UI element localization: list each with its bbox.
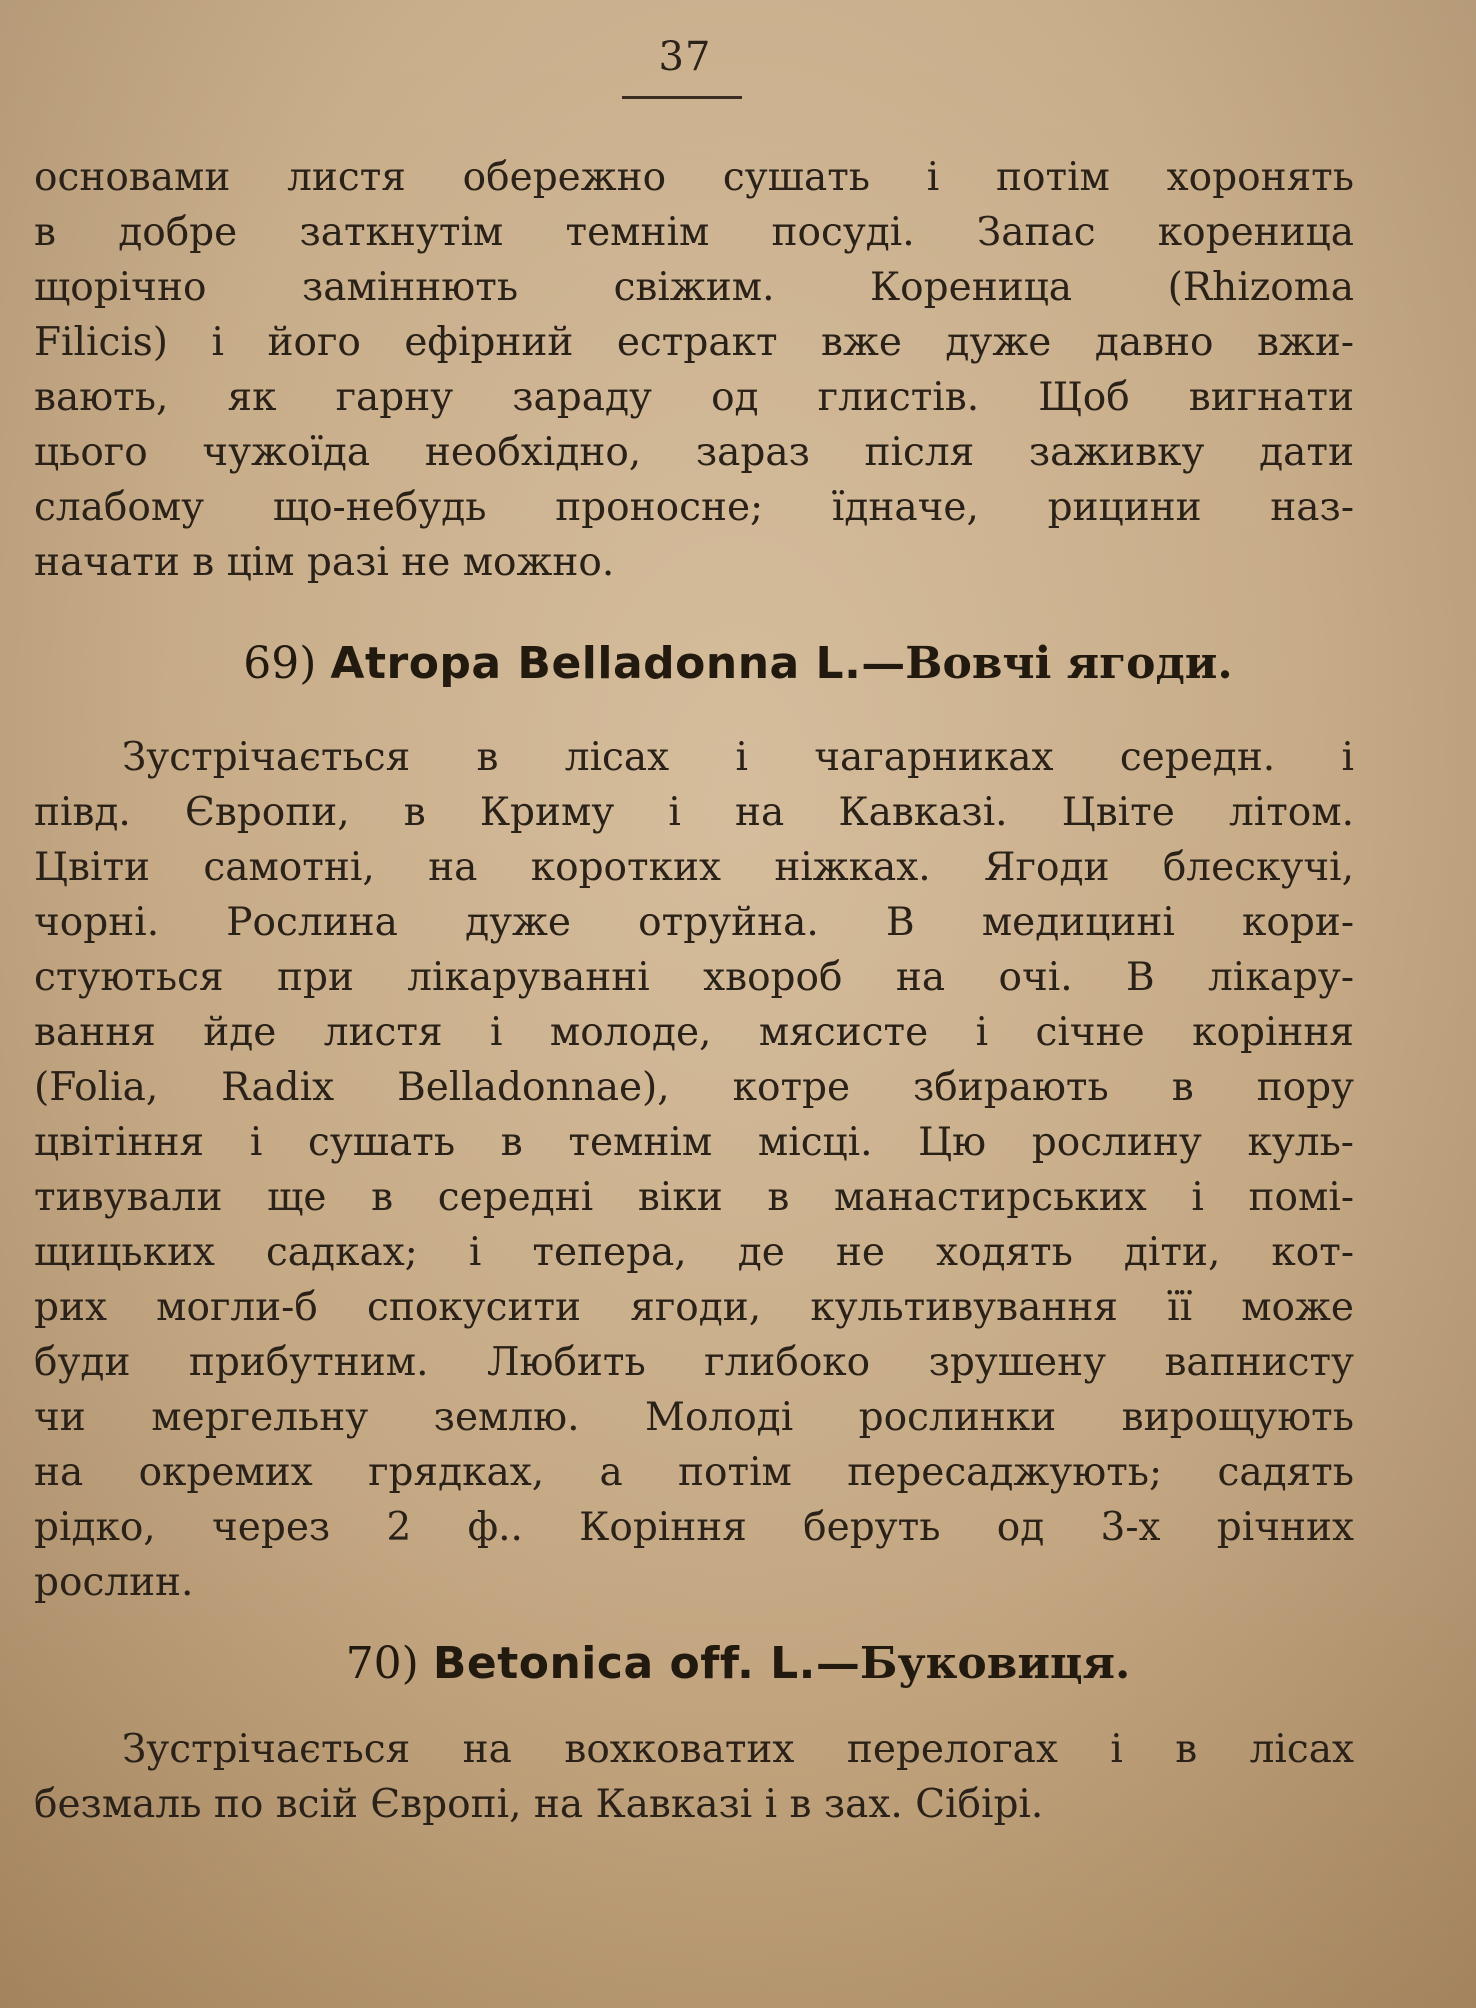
text-line: в добре заткнутім темнім посуді. Запас кореница: [34, 210, 1354, 255]
paragraph-top: [34, 150, 1354, 590]
text-line: стуються при лікаруванні хвороб на очі. В лікару-: [34, 955, 1354, 1000]
heading-latin-name: Atropa Belladonna L.: [330, 638, 862, 689]
text-line: на окремих грядках, а потім пересаджують; садять: [34, 1450, 1354, 1495]
page-number-rule: [622, 96, 742, 99]
text-line: цього чужоїда необхідно, зараз після заживку дати: [34, 430, 1354, 475]
text-line: півд. Європи, в Криму і на Кавказі. Цвіте літом.: [34, 790, 1354, 835]
text-line: вання йде листя і молоде, мясисте і січне коріння: [34, 1010, 1354, 1055]
text-line: тивували ще в середні віки в манастирських і помі-: [34, 1175, 1354, 1220]
section-heading-69: [0, 638, 1476, 689]
text-line: цвітіння і сушать в темнім місці. Цю рослину куль-: [34, 1120, 1354, 1165]
page-number: 37: [658, 34, 712, 80]
text-line: Цвіти самотні, на коротких ніжках. Ягоди блескучі,: [34, 845, 1354, 890]
text-line: чорні. Рослина дуже отруйна. В медицині кори-: [34, 900, 1354, 945]
text-line: вають, як гарну зараду од глистів. Щоб вигнати: [34, 375, 1354, 420]
heading-ukrainian-name: —Вовчі ягоди.: [861, 638, 1233, 689]
heading-number: 70): [345, 1638, 419, 1689]
text-line: рослин.: [34, 1560, 194, 1605]
section-heading-70: [0, 1638, 1476, 1689]
text-line: чи мергельну землю. Молоді рослинки вирощують: [34, 1395, 1354, 1440]
text-line: основами листя обережно сушать і потім хоронять: [34, 155, 1354, 200]
text-line: (Folia, Radix Belladonnae), котре збирають в пору: [34, 1065, 1354, 1110]
text-line: Зустрічається на вохковатих перелогах і в лісах: [122, 1727, 1354, 1772]
text-line: щорічно заміннють свіжим. Кореница (Rhizoma: [34, 265, 1354, 310]
text-line: рідко, через 2 ф.. Коріння беруть од 3-х річних: [34, 1505, 1354, 1550]
text-line: Зустрічається в лісах і чагарниках середн. і: [122, 735, 1354, 780]
heading-ukrainian-name: —Буковиця.: [815, 1638, 1131, 1689]
text-line: начати в цім разі не можно.: [34, 540, 615, 585]
text-line: рих могли-б спокусити ягоди, культивування її може: [34, 1285, 1354, 1330]
text-line: щицьких садках; і тепера, де не ходять діти, кот-: [34, 1230, 1354, 1275]
text-line: буди прибутним. Любить глибоко зрушену вапнисту: [34, 1340, 1354, 1385]
text-line: слабому що-небудь проносне; їдначе, рицини наз-: [34, 485, 1354, 530]
paragraph-70: [34, 1722, 1354, 1832]
text-line: Filicis) і його ефірний естракт вже дуже давно вжи-: [34, 320, 1354, 365]
heading-number: 69): [243, 638, 317, 689]
heading-latin-name: Betonica off. L.: [432, 1638, 816, 1689]
text-line: безмаль по всій Європі, на Кавказі і в зах. Сібірі.: [34, 1782, 1044, 1827]
paragraph-69: [34, 730, 1354, 1610]
